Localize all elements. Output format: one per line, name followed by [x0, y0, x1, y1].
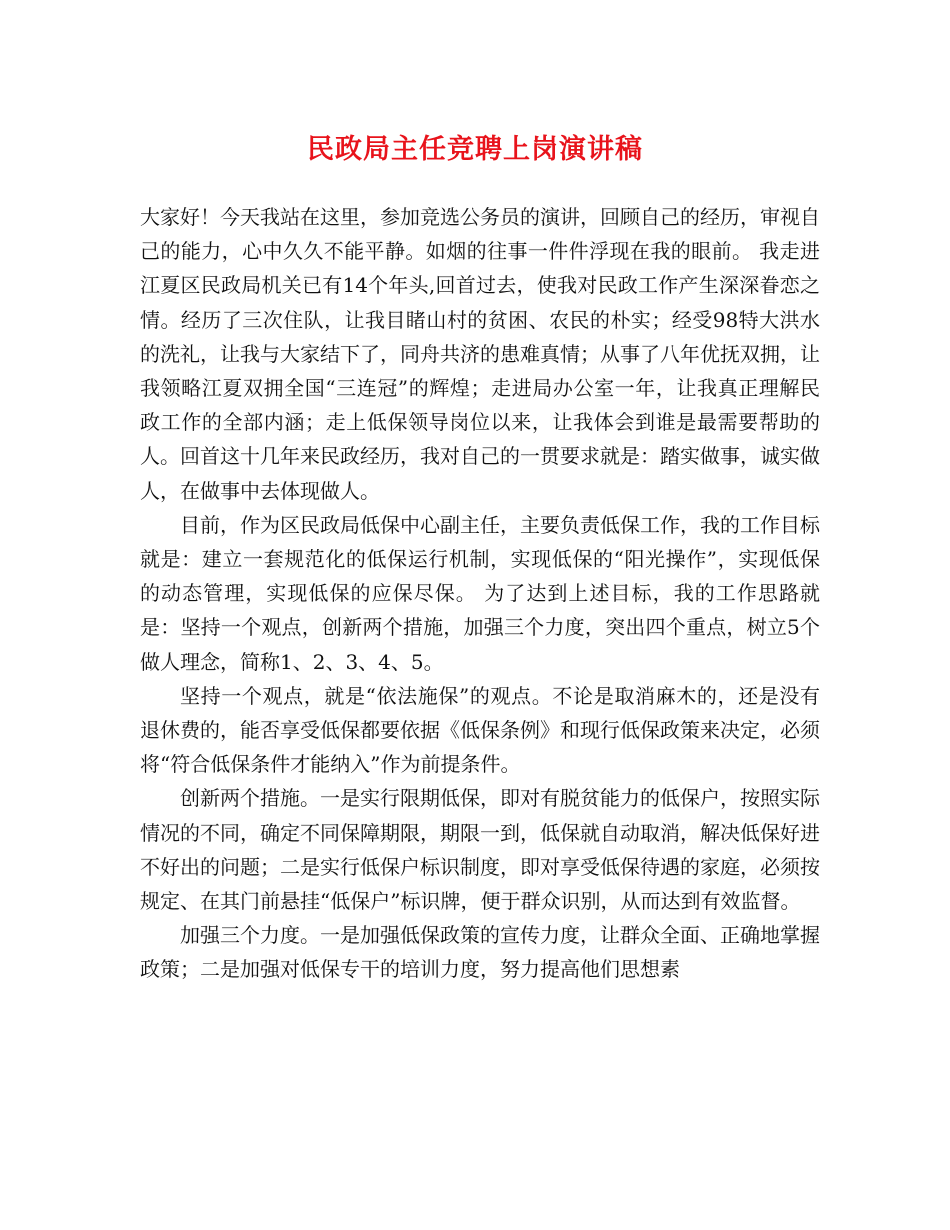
paragraph-intro: 大家好！今天我站在这里，参加竞选公务员的演讲，回顾自己的经历，审视自己的能力，心中久久不能平静。如烟的往事一件件浮现在我的眼前。 我走进江夏区民政局机关已有14个年头,回首过去，使我对民政工作产生深深眷恋之情。经历了三次住队，让我目睹山村的贫困、农民的朴实；经受98特大洪水的洗礼，让我与大家结下了，同舟共济的患难真情；从事了八年优抚双拥，让我领略江夏双拥全国“三连冠”的辉煌；走进局办公室一年，让我真正理解民政工作的全部内涵；走上低保领导岗位以来，让我体会到谁是最需要帮助的人。回首这十几年来民政经历，我对自己的一贯要求就是：踏实做事，诚实做人，在做事中去体现做人。: [140, 205, 820, 503]
paragraph-one-viewpoint: 坚持一个观点，就是“依法施保”的观点。不论是取消麻木的，还是没有退休费的，能否享受低保都要依据《低保条例》和现行低保政策来决定，必须将“符合低保条件才能纳入”作为前提条件。: [140, 683, 820, 777]
document-body: [140, 200, 820, 987]
paragraph-two-measures: 创新两个措施。一是实行限期低保，即对有脱贫能力的低保户，按照实际情况的不同，确定不同保障期限，期限一到，低保就自动取消，解决低保好进不好出的问题；二是实行低保户标识制度，即对享受低保待遇的家庭，必须按规定、在其门前悬挂“低保户”标识牌，便于群众识别，从而达到有效监督。: [140, 786, 820, 914]
paragraph-work-goals: 目前，作为区民政局低保中心副主任，主要负责低保工作，我的工作目标就是：建立一套规范化的低保运行机制，实现低保的“阳光操作”，实现低保的动态管理，实现低保的应保尽保。 为了达到上述目标，我的工作思路就是：坚持一个观点，创新两个措施，加强三个力度，突出四个重点，树立5个做人理念，简称1、2、3、4、5。: [140, 512, 820, 674]
paragraph-three-efforts: 加强三个力度。一是加强低保政策的宣传力度，让群众全面、正确地掌握政策；二是加强对低保专干的培训力度，努力提高他们思想素: [140, 923, 820, 982]
document-title: 民政局主任竞聘上岗演讲稿: [307, 134, 643, 165]
